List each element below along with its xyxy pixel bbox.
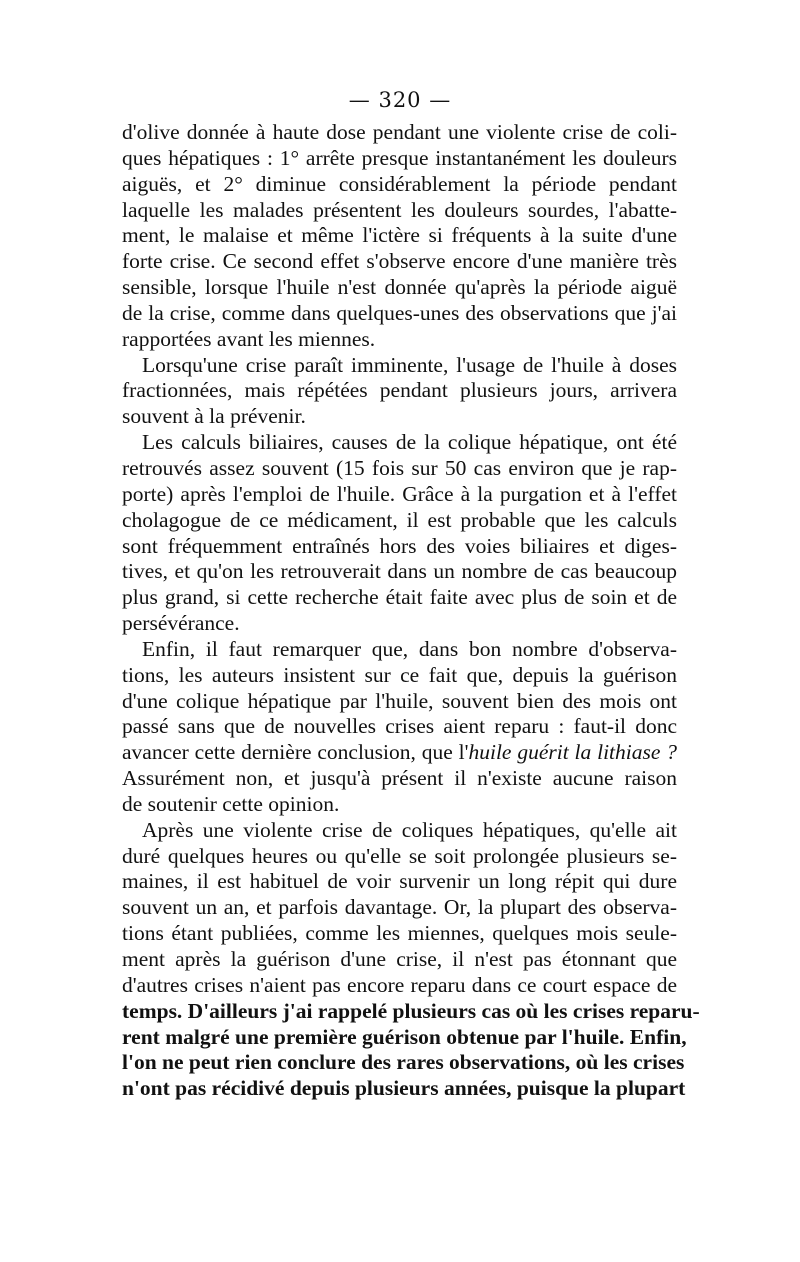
text-line: n'ont pas récidivé depuis plusieurs années, puisque la plupart — [122, 1076, 686, 1101]
text-line: passé sans que de nouvelles crises aient reparu : faut-il donc — [122, 714, 677, 739]
text-line: forte crise. Ce second effet s'observe encore d'une manière très — [122, 249, 677, 274]
text-line: d'autres crises n'aient pas encore reparu dans ce court espace de — [122, 972, 677, 997]
paragraph-3 — [122, 430, 677, 637]
text-line: tions étant publiées, comme les miennes, quelques mois seule- — [122, 921, 677, 946]
text-line: aiguës, et 2° diminue considérablement la période pendant — [122, 171, 677, 196]
text-line: sont fréquemment entraînés hors des voies biliaires et diges- — [122, 533, 677, 558]
text-line: l'on ne peut rien conclure des rares observations, où les crises — [122, 1050, 685, 1075]
text-line: Assurément non, et jusqu'à présent il n'existe aucune raison — [122, 766, 677, 791]
text-fragment: ? — [660, 740, 678, 765]
text-line: retrouvés assez souvent (15 fois sur 50 cas environ que je rap- — [122, 455, 677, 480]
text-line: cholagogue de ce médicament, il est probable que les calculs — [122, 507, 677, 532]
text-fragment: avancer cette dernière conclusion, que l' — [122, 740, 469, 765]
text-line: Enfin, il faut remarquer que, dans bon nombre d'observa- — [142, 636, 677, 661]
text-line: de la crise, comme dans quelques-unes des observations que j'ai — [122, 300, 677, 325]
text-line: rapportées avant les miennes. — [122, 326, 376, 351]
text-line: Les calculs biliaires, causes de la colique hépatique, ont été — [142, 430, 677, 455]
paragraph-1 — [122, 120, 677, 353]
text-line: laquelle les malades présentent les douleurs sourdes, l'abatte- — [122, 197, 677, 222]
text-line: Après une violente crise de coliques hépatiques, qu'elle ait — [142, 817, 677, 842]
text-line: tives, et qu'on les retrouverait dans un nombre de cas beaucoup — [122, 559, 677, 584]
text-line: porte) après l'emploi de l'huile. Grâce à la purgation et à l'effet — [122, 481, 677, 506]
text-line: Lorsqu'une crise paraît imminente, l'usage de l'huile à doses — [142, 352, 677, 377]
text-line: ques hépatiques : 1° arrête presque instantanément les douleurs — [122, 145, 677, 170]
text-line: souvent un an, et parfois davantage. Or, la plupart des observa- — [122, 895, 677, 920]
text-line: duré quelques heures ou qu'elle se soit prolongée plusieurs se- — [122, 843, 677, 868]
italic-phrase: huile guérit la lithiase — [468, 740, 661, 765]
text-line: temps. D'ailleurs j'ai rappelé plusieurs cas où les crises reparu- — [122, 998, 700, 1023]
text-line: souvent à la prévenir. — [122, 404, 306, 429]
text-line: d'une colique hépatique par l'huile, souvent bien des mois ont — [122, 688, 677, 713]
text-line: maines, il est habituel de voir survenir un long répit qui dure — [122, 869, 677, 894]
text-line: fractionnées, mais répétées pendant plusieurs jours, arrivera — [122, 378, 677, 403]
text-line-with-italic — [122, 740, 677, 766]
paragraph-2 — [122, 353, 677, 431]
text-line: ment après la guérison d'une crise, il n'est pas étonnant que — [122, 947, 677, 971]
text-line: persévérance. — [122, 611, 240, 636]
text-line: plus grand, si cette recherche était faite avec plus de soin et de — [122, 585, 677, 610]
text-line: de soutenir cette opinion. — [122, 791, 340, 816]
text-line: d'olive donnée à haute dose pendant une violente crise de coli- — [122, 120, 677, 144]
text-line: tions, les auteurs insistent sur ce fait que, depuis la guérison — [122, 662, 677, 687]
text-line: sensible, lorsque l'huile n'est donnée qu'après la période aiguë — [122, 275, 677, 300]
text-line: rent malgré une première guérison obtenue par l'huile. Enfin, — [122, 1024, 687, 1049]
page-number: — 320 — — [348, 88, 452, 112]
text-line: ment, le malaise et même l'ictère si fréquents à la suite d'une — [122, 223, 677, 248]
paragraph-4 — [122, 637, 677, 818]
paragraph-5 — [122, 817, 700, 1102]
body-text — [122, 120, 700, 1102]
